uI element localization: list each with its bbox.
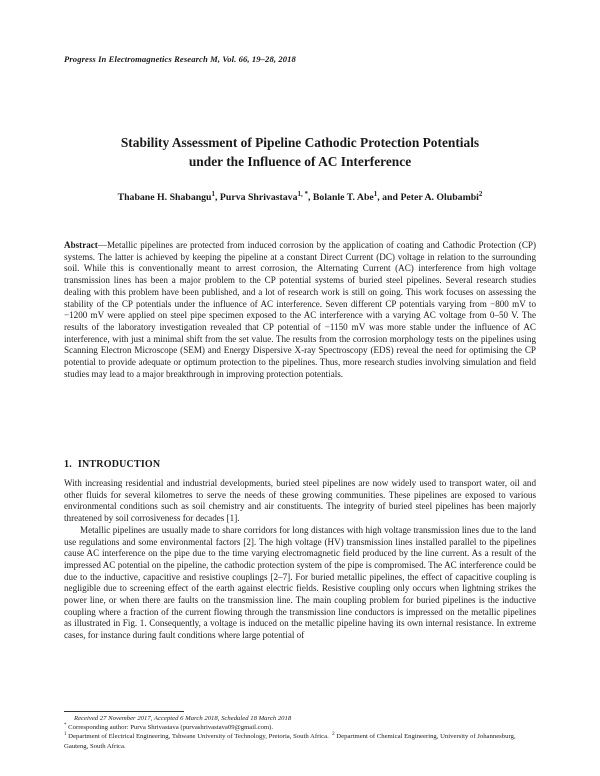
- affiliations-note: [64, 732, 536, 750]
- author-affiliation-mark: 1, *: [297, 190, 308, 198]
- author-name: Purva Shrivastava: [219, 192, 298, 203]
- title-line-1: Stability Assessment of Pipeline Cathodic Protection Potentials: [120, 135, 480, 150]
- abstract-text: —Metallic pipelines are protected from induced corrosion by the application of coating and Cathodic Protection (CP) systems. The latter is achieved by keeping the pipeline at a constant Direct Current (DC) voltage in relation to the surrounding soil. While this is conventionally meant to arrest corrosion, the Alternating Current (AC) interference from high voltage transmission lines has been a major problem to the CP potential systems of buried steel pipelines. Several research studies dealing with this problem have been published, and a lot of research work is still on going. This work focuses on assessing the stability of the CP potentials under the influence of AC interference. Seven different CP potentials varying from −800 mV to −1200 mV were applied on steel pipe specimen exposed to the AC interference with a varying AC voltage from 0–50 V. The results of the laboratory investigation revealed that CP potential of −1150 mV was more stable under the influence of AC interference, with just a minimal shift from the set value. The results from the corrosion morphology tests on the pipelines using Scanning Electron Microscope (SEM) and Energy Dispersive X-ray Spectroscopy (EDS) reveal the need for optimising the CP potential to provide adequate or optimum protection to the pipelines. Thus, more research studies involving simulation and field studies may lead to a major breakthrough in improving protection potentials.: [64, 240, 536, 379]
- corresponding-mark: *: [64, 723, 67, 729]
- footnotes: [64, 714, 536, 751]
- section-number: 1.: [64, 459, 72, 470]
- corresponding-author-note: * Corresponding author: Purva Shrivastava (purvashrivastava09@gmail.com).: [64, 723, 274, 732]
- abstract: [64, 240, 536, 380]
- body-paragraph: With increasing residential and industrial developments, buried steel pipelines are now widely used to transport water, oil and other fluids for several kilometres to serve the needs of these growing communities. These pipelines are exposed to various environmental conditions such as soil chemistry and air constituents. The integrity of buried steel pipelines has been majorly threatened by soil corrosiveness for decades [1].: [64, 478, 536, 524]
- section-title: INTRODUCTION: [77, 459, 161, 470]
- author-affiliation-mark: 1: [373, 190, 378, 198]
- affiliation-1-mark: 1: [64, 732, 67, 738]
- section-body: [64, 478, 536, 642]
- affiliation-2-mark: 2: [332, 732, 335, 738]
- author-name: Thabane H. Shabangu: [117, 192, 212, 203]
- author-list: [60, 192, 540, 203]
- author-affiliation-mark: 2: [478, 190, 483, 198]
- author-name: Bolanle T. Abe: [312, 192, 374, 203]
- paper-title: [60, 133, 540, 171]
- affiliation-1: Department of Electrical Engineering, Tshwane University of Technology, Pretoria, South Africa.: [68, 733, 329, 741]
- body-paragraph: Metallic pipelines are usually made to share corridors for long distances with high voltage transmission lines due to the land use regulations and some environmental factors [2]. The high voltage (HV) transmission lines installed parallel to the pipelines cause AC interference on the pipe due to the time varying electromagnetic field produced by the line current. As a result of the impressed AC potential on the pipeline, the cathodic protection system of the pipe is compromised. The AC interference could be due to the inductive, capacitive and resistive couplings [2–7]. For buried metallic pipelines, the effect of capacitive coupling is negligible due to screening effect of the earth against electric fields. Resistive coupling only occurs when lightning strikes the power line, or when there are faults on the transmission line. The main coupling problem for buried pipelines is the inductive coupling where a fraction of the current flowing through the transmission line conductors is impressed on the metallic pipelines as illustrated in Fig. 1. Consequently, a voltage is induced on the metallic pipeline having its own internal resistance. In extreme cases, for instance during fault conditions where large potential of: [64, 524, 536, 641]
- running-head: Progress In Electromagnetics Research M, Vol. 66, 19–28, 2018: [64, 54, 296, 64]
- author-separator: ,: [307, 192, 313, 203]
- footnote-rule: [64, 711, 184, 712]
- author-name: Peter A. Olubambi: [400, 192, 479, 203]
- author-separator: , and: [377, 192, 401, 203]
- author-separator: ,: [215, 192, 220, 203]
- section-heading: [64, 459, 166, 470]
- received-dates: Received 27 November 2017, Accepted 6 March 2018, Scheduled 18 March 2018: [74, 715, 292, 722]
- affiliation-2: Department of Chemical Engineering, University of Johannesburg, Gauteng, South Africa.: [64, 733, 516, 750]
- author-affiliation-mark: 1: [211, 190, 216, 198]
- abstract-label: Abstract: [64, 240, 98, 250]
- title-line-2: under the Influence of AC Interference: [188, 154, 412, 169]
